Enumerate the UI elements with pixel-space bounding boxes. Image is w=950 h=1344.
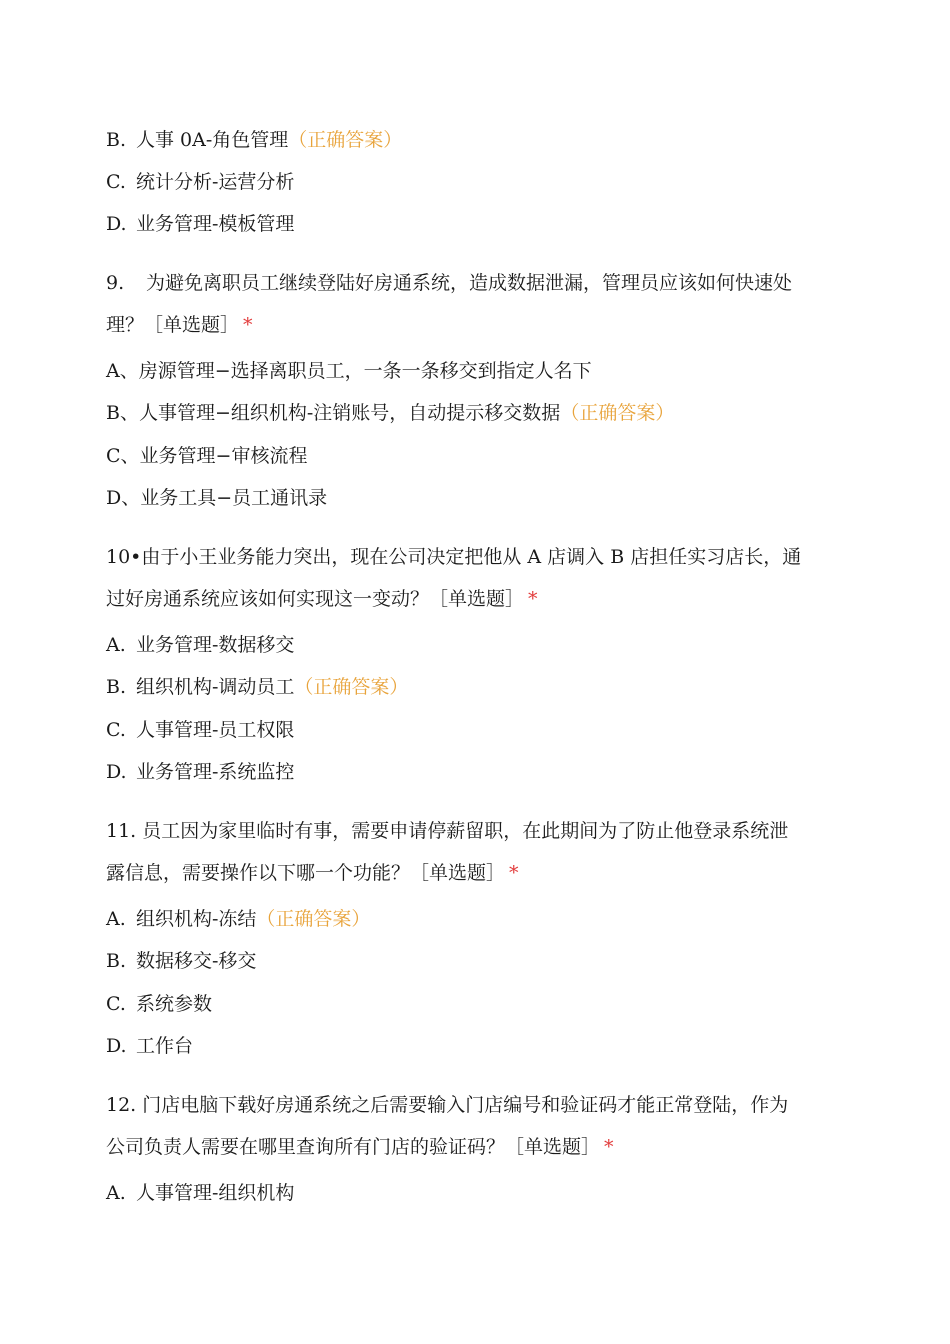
q10-option-b [106,674,846,700]
q9-option-d [106,485,846,511]
option-letter: D. [106,761,127,783]
required-marker: * [509,862,519,884]
question-text: 过好房通系统应该如何实现这一变动？［单选题］ [106,588,525,610]
q9-question-line-2 [106,312,846,338]
option-letter: A. [106,1182,126,1204]
question-number: 9. [106,272,125,294]
option-letter: A. [106,634,126,656]
q12-question-line-2 [106,1134,846,1160]
q11-question-line-2 [106,860,846,886]
option-text: 人事 0A-角色管理 [136,129,289,151]
q9-option-a [106,358,846,384]
q10-option-c [106,717,846,743]
option-text: 组织机构-冻结 [136,908,257,930]
q11-option-c [106,991,846,1017]
option-letter: B. [106,950,127,972]
question-text: 理？［单选题］ [106,314,240,336]
option-text: 业务管理-模板管理 [136,213,295,235]
q9-option-b [106,400,846,426]
option-letter: C. [106,719,126,741]
q11-option-b [106,948,846,974]
option-text: 统计分析-运营分析 [136,171,295,193]
correct-answer-marker: （正确答案） [256,908,371,930]
option-letter: D. [106,213,127,235]
q12-question-line-1 [106,1092,846,1118]
question-text: 12. 门店电脑下载好房通系统之后需要输入门店编号和验证码才能正常登陆，作为 [106,1094,789,1116]
q9-question-line-1 [106,270,846,296]
option-text: 组织机构-调动员工 [136,676,295,698]
q11-question-line-1 [106,818,846,844]
option-text: 业务管理-系统监控 [136,761,295,783]
option-text: D、业务工具−员工通讯录 [106,487,328,509]
question-text: 为避免离职员工继续登陆好房通系统，造成数据泄漏，管理员应该如何快速处 [146,272,793,294]
option-text: A、房源管理−选择离职员工，一条一条移交到指定人名下 [106,360,592,382]
correct-answer-marker: （正确答案） [288,129,403,151]
required-marker: * [604,1136,614,1158]
q10-option-a [106,632,846,658]
correct-answer-marker: （正确答案） [560,402,675,424]
option-letter: C. [106,171,126,193]
option-text: 人事管理-员工权限 [136,719,295,741]
correct-answer-marker: （正确答案） [294,676,409,698]
q8-option-d [106,211,846,237]
option-letter: D. [106,1035,127,1057]
question-text: 公司负责人需要在哪里查询所有门店的验证码？［单选题］ [106,1136,601,1158]
question-text: 露信息，需要操作以下哪一个功能？［单选题］ [106,862,506,884]
question-text: 10•由于小王业务能力突出，现在公司决定把他从 A 店调入 B 店担任实习店长，通 [106,546,802,568]
option-letter: B. [106,676,127,698]
option-text: 系统参数 [136,993,213,1015]
q12-option-a [106,1180,846,1206]
q11-option-d [106,1033,846,1059]
q10-question-line-2 [106,586,846,612]
option-text: 人事管理-组织机构 [136,1182,295,1204]
option-text: B、人事管理−组织机构-注销账号，自动提示移交数据 [106,402,561,424]
option-letter: C. [106,993,126,1015]
q11-option-a [106,906,846,932]
q8-option-b [106,127,846,153]
option-text: 数据移交-移交 [136,950,257,972]
q10-question-line-1 [106,544,846,570]
option-letter: A. [106,908,126,930]
question-text: 11. 员工因为家里临时有事，需要申请停薪留职，在此期间为了防止他登录系统泄 [106,820,789,842]
option-text: C、业务管理−审核流程 [106,445,308,467]
required-marker: * [243,314,253,336]
required-marker: * [528,588,538,610]
option-text: 业务管理-数据移交 [136,634,295,656]
q10-option-d [106,759,846,785]
option-text: 工作台 [136,1035,194,1057]
q9-option-c [106,443,846,469]
option-letter: B. [106,129,127,151]
q8-option-c [106,169,846,195]
